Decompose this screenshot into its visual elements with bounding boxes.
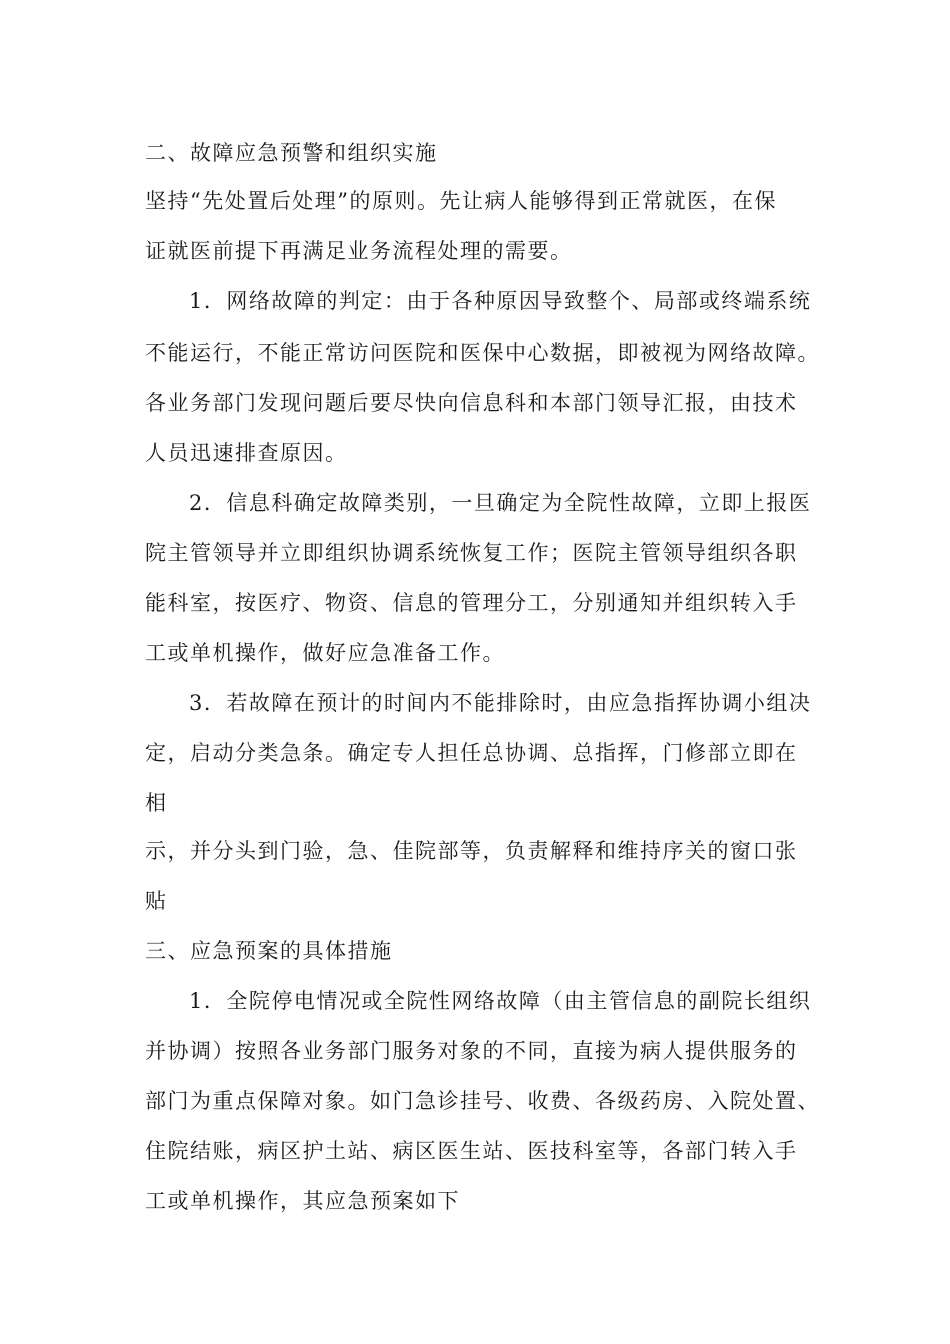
paragraph-line: 人员迅速排查原因。 xyxy=(145,441,348,465)
section-heading-2: 二、故障应急预警和组织实施 xyxy=(145,141,438,165)
paragraph-line: 部门为重点保障对象。如门急诊挂号、收费、各级药房、入院处置、 xyxy=(145,1089,820,1113)
paragraph-line: 工或单机操作，做好应急准备工作。 xyxy=(145,641,505,665)
paragraph-line: 能科室，按医疗、物资、信息的管理分工，分别通知并组织转入手 xyxy=(145,591,798,615)
paragraph-line: 坚持“先处置后处理”的原则。先让病人能够得到正常就医，在保 xyxy=(145,189,777,213)
paragraph-line: 不能运行，不能正常访问医院和医保中心数据，即被视为网络故障。 xyxy=(145,341,820,365)
section-heading-3: 三、应急预案的具体措施 xyxy=(145,939,393,963)
paragraph-line: 2．信息科确定故障类别，一旦确定为全院性故障，立即上报医 xyxy=(189,491,812,515)
paragraph-line: 相 xyxy=(145,791,168,815)
paragraph-line: 并协调）按照各业务部门服务对象的不同，直接为病人提供服务的 xyxy=(145,1039,798,1063)
paragraph-line: 示，并分头到门验，急、佳院部等，负责解释和维持序关的窗口张 xyxy=(145,839,798,863)
paragraph-line: 各业务部门发现问题后要尽快向信息科和本部门领导汇报，由技术 xyxy=(145,391,798,415)
paragraph-line: 3．若故障在预计的时间内不能排除时，由应急指挥协调小组决 xyxy=(189,691,812,715)
paragraph-line: 1．网络故障的判定：由于各种原因导致整个、局部或终端系统 xyxy=(189,289,812,313)
paragraph-line: 1．全院停电情况或全院性网络故障（由主管信息的副院长组织 xyxy=(189,989,812,1013)
paragraph-line: 贴 xyxy=(145,889,168,913)
paragraph-line: 住院结账，病区护土站、病区医生站、医技科室等，各部门转入手 xyxy=(145,1139,798,1163)
paragraph-line: 证就医前提下再满足业务流程处理的需要。 xyxy=(145,239,573,263)
paragraph-line: 院主管领导并立即组织协调系统恢复工作；医院主管领导组织各职 xyxy=(145,541,798,565)
paragraph-line: 工或单机操作，其应急预案如下 xyxy=(145,1189,460,1213)
paragraph-line: 定，启动分类急条。确定专人担任总协调、总指挥，门修部立即在 xyxy=(145,741,798,765)
